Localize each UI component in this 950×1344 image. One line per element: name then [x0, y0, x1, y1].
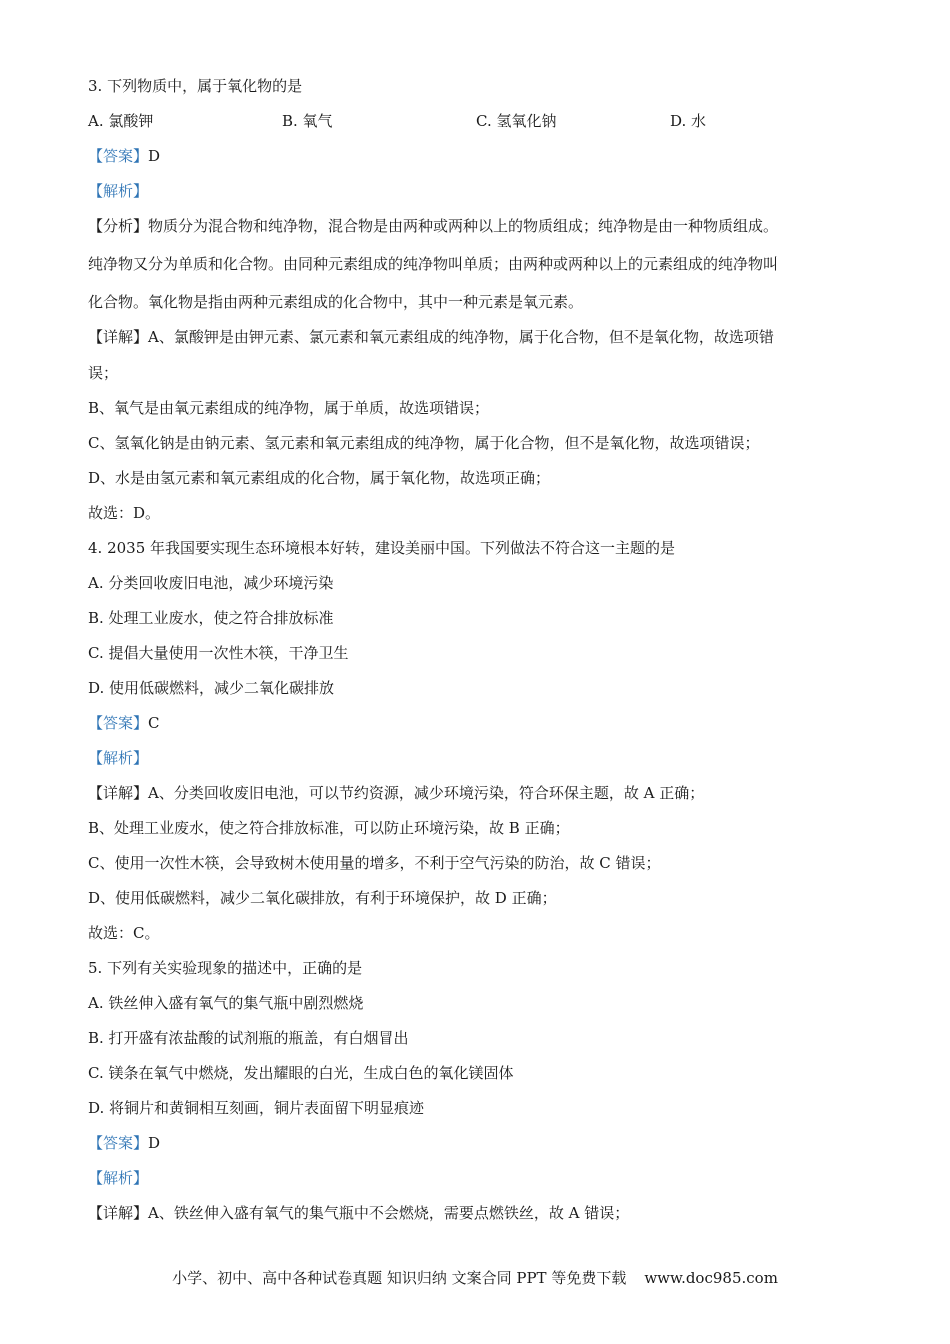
- fenxi-text: 物质分为混合物和纯净物，混合物是由两种或两种以上的物质组成；纯净物是由一种物质组成。: [148, 217, 779, 235]
- detail-text: A、铁丝伸入盛有氧气的集气瓶中不会燃烧，需要点燃铁丝，故 A 错误；: [148, 1204, 630, 1222]
- q3-fenxi-line-2: 纯净物又分为单质和化合物。由同种元素组成的纯净物叫单质；由两种或两种以上的元素组成的纯净物叫: [88, 255, 779, 273]
- q3-detail-line-4: C、氢氧化钠是由钠元素、氢元素和氧元素组成的纯净物，属于化合物，但不是氧化物，故选项错误；: [88, 434, 760, 452]
- footer-text: 小学、初中、高中各种试卷真题 知识归纳 文案合同 PPT 等免费下载: [172, 1269, 627, 1287]
- q3-option-d: D. 水: [670, 112, 707, 130]
- q4-option-a: A. 分类回收废旧电池，减少环境污染: [88, 574, 334, 592]
- detail-text: A、氯酸钾是由钾元素、氯元素和氧元素组成的纯净物，属于化合物，但不是氧化物，故选项错: [148, 328, 774, 346]
- q5-option-d: D. 将铜片和黄铜相互刻画，铜片表面留下明显痕迹: [88, 1099, 425, 1117]
- q3-option-b: B. 氧气: [282, 112, 333, 130]
- answer-tag: 【答案】: [88, 1134, 149, 1152]
- q3-detail-line-3: B、氧气是由氧元素组成的纯净物，属于单质，故选项错误；: [88, 399, 490, 417]
- answer-value: D: [148, 1134, 161, 1152]
- q3-detail-line-5: D、水是由氢元素和氧元素组成的化合物，属于氧化物，故选项正确；: [88, 469, 551, 487]
- q4-conclusion: 故选：C。: [88, 924, 160, 942]
- q5-analysis-tag: 【解析】: [88, 1169, 149, 1187]
- q4-option-b: B. 处理工业废水，使之符合排放标准: [88, 609, 334, 627]
- answer-value: C: [148, 714, 160, 732]
- q3-detail-line-2: 误；: [88, 364, 119, 382]
- q5-stem: 5. 下列有关实验现象的描述中，正确的是: [88, 959, 363, 977]
- q4-detail-line-3: C、使用一次性木筷，会导致树木使用量的增多，不利于空气污染的防治，故 C 错误；: [88, 854, 661, 872]
- detail-text: A、分类回收废旧电池，可以节约资源，减少环境污染，符合环保主题，故 A 正确；: [148, 784, 705, 802]
- answer-tag: 【答案】: [88, 147, 149, 165]
- q3-detail-line-1: [88, 327, 868, 347]
- answer-value: D: [148, 147, 161, 165]
- q4-detail-line-1: [88, 783, 868, 803]
- q3-conclusion: 故选：D。: [88, 504, 161, 522]
- q4-analysis-tag: 【解析】: [88, 749, 149, 767]
- detail-tag: 【详解】: [88, 1204, 149, 1222]
- q3-option-c: C. 氢氧化钠: [476, 112, 557, 130]
- q4-option-c: C. 提倡大量使用一次性木筷，干净卫生: [88, 644, 349, 662]
- detail-tag: 【详解】: [88, 784, 149, 802]
- footer-url: www.doc985.com: [644, 1269, 778, 1287]
- q3-answer: [88, 146, 868, 166]
- q4-detail-line-4: D、使用低碳燃料，减少二氧化碳排放，有利于环境保护，故 D 正确；: [88, 889, 557, 907]
- q3-analysis-tag: 【解析】: [88, 182, 149, 200]
- q3-fenxi-line-3: 化合物。氧化物是指由两种元素组成的化合物中，其中一种元素是氧元素。: [88, 293, 584, 311]
- q4-detail-line-2: B、处理工业废水，使之符合排放标准，可以防止环境污染，故 B 正确；: [88, 819, 570, 837]
- q4-option-d: D. 使用低碳燃料，减少二氧化碳排放: [88, 679, 335, 697]
- answer-tag: 【答案】: [88, 714, 149, 732]
- q3-option-a: A. 氯酸钾: [88, 112, 154, 130]
- q5-option-c: C. 镁条在氧气中燃烧，发出耀眼的白光，生成白色的氧化镁固体: [88, 1064, 514, 1082]
- q3-fenxi-line-1: [88, 216, 868, 236]
- q4-answer: [88, 713, 868, 733]
- q5-detail-line-1: [88, 1203, 868, 1223]
- q4-stem: 4. 2035 年我国要实现生态环境根本好转，建设美丽中国。下列做法不符合这一主题的是: [88, 539, 676, 557]
- detail-tag: 【详解】: [88, 328, 149, 346]
- q5-answer: [88, 1133, 868, 1153]
- q5-option-b: B. 打开盛有浓盐酸的试剂瓶的瓶盖，有白烟冒出: [88, 1029, 409, 1047]
- fenxi-tag: 【分析】: [88, 217, 149, 235]
- q5-option-a: A. 铁丝伸入盛有氧气的集气瓶中剧烈燃烧: [88, 994, 364, 1012]
- page-footer: [0, 1268, 950, 1288]
- q3-stem: 3. 下列物质中，属于氧化物的是: [88, 77, 303, 95]
